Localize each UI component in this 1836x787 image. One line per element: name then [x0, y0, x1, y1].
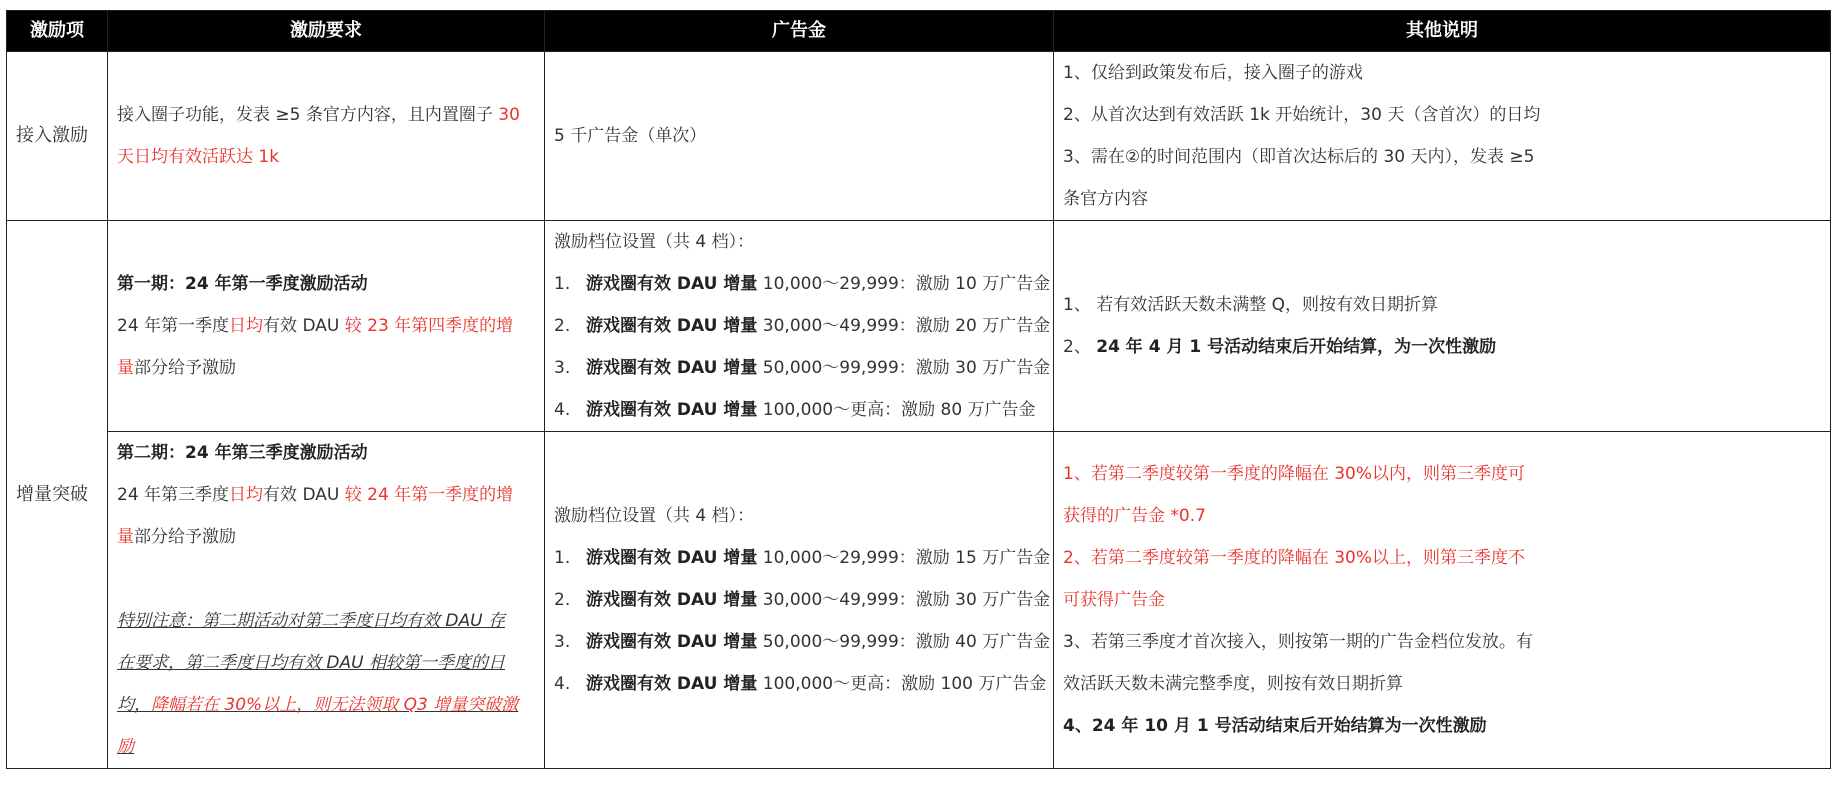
notes-phase1: [1054, 221, 1831, 432]
tier-list-phase2: [554, 537, 1051, 705]
table-row-access: [7, 52, 1831, 221]
note-line-bold: 4、24 年 10 月 1 号活动结束后开始结算为一次性激励: [1063, 716, 1487, 736]
ad-money-access: 5 千广告金（单次）: [545, 52, 1054, 221]
phase1-desc-line2: 量部分给予激励: [117, 358, 236, 378]
tier-list-phase1: [554, 263, 1051, 431]
incentive-policy-table: [6, 10, 1831, 769]
header-row: [7, 11, 1831, 52]
requirement-access: [108, 52, 545, 221]
requirement-access-text: 接入圈子功能，发表 ≥5 条官方内容，且内置圈子: [117, 105, 499, 125]
special-notice: 特别注意：第二期活动对第二季度日均有效 DAU 存 在要求，第二季度日均有效 DAU 相较第一季度的日 均，降幅若在 30%以上，则无法领取 Q3 增量突破激 励: [117, 611, 519, 757]
tier-item: 2. 游戏圈有效 DAU 增量 30,000～49,999：激励 20 万广告金: [554, 316, 1051, 336]
note-line: 1、 若有效活跃天数未满整 Q，则按有效日期折算: [1063, 295, 1439, 315]
header-ad-money: 广告金: [545, 11, 1054, 52]
item-access: 接入激励: [7, 52, 108, 221]
table-row-growth-phase2: [7, 432, 1831, 769]
notes-access: [1054, 52, 1831, 221]
item-growth: 增量突破: [7, 221, 108, 769]
tier-item: 3. 游戏圈有效 DAU 增量 50,000～99,999：激励 40 万广告金: [554, 632, 1051, 652]
header-incentive-item: 激励项: [7, 11, 108, 52]
note-line: 1、仅给到政策发布后，接入圈子的游戏: [1063, 63, 1363, 83]
table-row-growth-phase1: [7, 221, 1831, 432]
tier-item: 3. 游戏圈有效 DAU 增量 50,000～99,999：激励 30 万广告金: [554, 358, 1051, 378]
note-line-red: 获得的广告金 *0.7: [1063, 506, 1206, 526]
phase2-title: 第二期：24 年第三季度激励活动: [117, 443, 368, 463]
ad-money-phase1: [545, 221, 1054, 432]
tier-item: 4. 游戏圈有效 DAU 增量 100,000～更高：激励 100 万广告金: [554, 674, 1047, 694]
phase2-desc-line2: 量部分给予激励: [117, 527, 236, 547]
note-line-red: 2、若第二季度较第一季度的降幅在 30%以上，则第三季度不: [1063, 548, 1526, 568]
notes-phase2: [1054, 432, 1831, 769]
requirement-phase2: [108, 432, 545, 769]
tiers-title: 激励档位设置（共 4 档）：: [554, 506, 755, 526]
note-line-red: 可获得广告金: [1063, 590, 1165, 610]
note-line: 条官方内容: [1063, 189, 1148, 209]
tier-item: 1. 游戏圈有效 DAU 增量 10,000～29,999：激励 15 万广告金: [554, 548, 1051, 568]
note-line: 2、从首次达到有效活跃 1k 开始统计，30 天（含首次）的日均: [1063, 105, 1541, 125]
note-line: 3、若第三季度才首次接入，则按第一期的广告金档位发放。有: [1063, 632, 1533, 652]
requirement-phase1: [108, 221, 545, 432]
requirement-access-highlight-b: 天日均有效活跃达 1k: [117, 147, 280, 167]
requirement-access-highlight-a: 30: [498, 105, 520, 125]
tier-item: 1. 游戏圈有效 DAU 增量 10,000～29,999：激励 10 万广告金: [554, 274, 1051, 294]
phase2-desc-line1: 24 年第三季度日均有效 DAU 较 24 年第一季度的增: [117, 485, 514, 505]
note-line-bold: 2、 24 年 4 月 1 号活动结束后开始结算，为一次性激励: [1063, 337, 1497, 357]
note-line: 3、需在②的时间范围内（即首次达标后的 30 天内），发表 ≥5: [1063, 147, 1535, 167]
header-other-notes: 其他说明: [1054, 11, 1831, 52]
note-line: 效活跃天数未满完整季度，则按有效日期折算: [1063, 674, 1403, 694]
phase1-desc-line1: 24 年第一季度日均有效 DAU 较 23 年第四季度的增: [117, 316, 514, 336]
ad-money-phase2: [545, 432, 1054, 769]
tier-item: 2. 游戏圈有效 DAU 增量 30,000～49,999：激励 30 万广告金: [554, 590, 1051, 610]
tiers-title: 激励档位设置（共 4 档）：: [554, 232, 755, 252]
tier-item: 4. 游戏圈有效 DAU 增量 100,000～更高：激励 80 万广告金: [554, 400, 1036, 420]
note-line-red: 1、若第二季度较第一季度的降幅在 30%以内，则第三季度可: [1063, 464, 1526, 484]
phase1-title: 第一期：24 年第一季度激励活动: [117, 274, 368, 294]
header-incentive-requirement: 激励要求: [108, 11, 545, 52]
